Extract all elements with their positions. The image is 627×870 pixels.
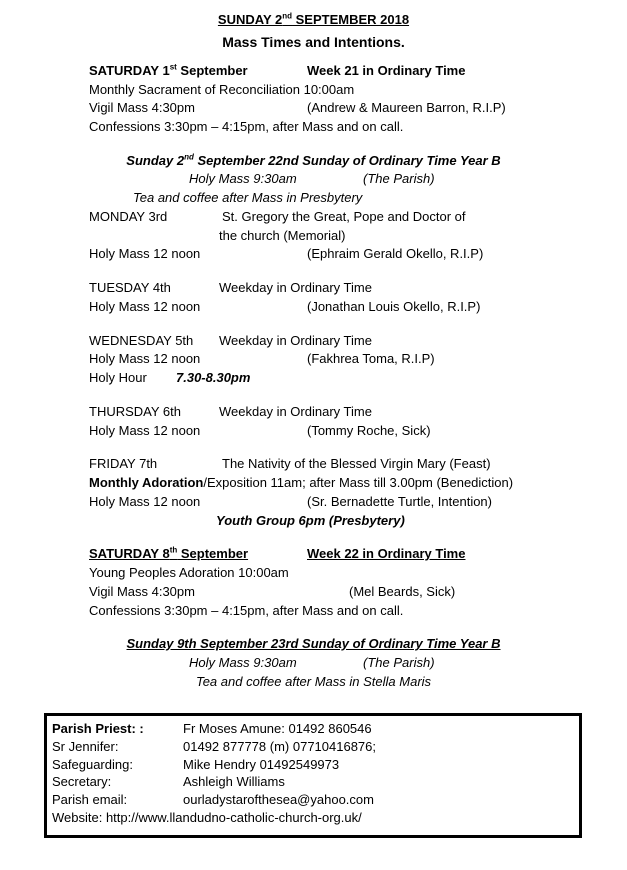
sun9-tea: Tea and coffee after Mass in Stella Maris xyxy=(195,674,432,689)
sun9-title: Sunday 9th September 23rd Sunday of Ordinary Time Year B xyxy=(126,636,501,651)
priest-value: Fr Moses Amune: 01492 860546 xyxy=(183,721,372,736)
thu-intention: (Tommy Roche, Sick) xyxy=(307,423,431,438)
tue-intention: (Jonathan Louis Okello, R.I.P) xyxy=(307,299,481,314)
sat8-adoration: Young Peoples Adoration 10:00am xyxy=(89,565,289,580)
wed-holy-hour: Holy Hour xyxy=(89,370,147,385)
sat1-reconciliation: Monthly Sacrament of Reconciliation 10:00am xyxy=(89,82,355,97)
thu-feast: Weekday in Ordinary Time xyxy=(219,404,372,419)
wed-holy-hour-time: 7.30-8.30pm xyxy=(176,370,251,385)
sun2-mass: Holy Mass 9:30am xyxy=(189,171,297,186)
mon-day: MONDAY 3rd xyxy=(89,209,168,224)
sun9-mass-intention: (The Parish) xyxy=(363,655,435,670)
sat1-week: Week 21 in Ordinary Time xyxy=(307,63,466,78)
fri-adoration: Monthly Adoration/Exposition 11am; after Mass till 3.00pm (Benediction) xyxy=(89,475,514,490)
sat8-vigil-intention: (Mel Beards, Sick) xyxy=(349,584,456,599)
secretary-value: Ashleigh Williams xyxy=(183,774,285,789)
sun2-tea: Tea and coffee after Mass in Presbytery xyxy=(133,190,363,205)
fri-day: FRIDAY 7th xyxy=(89,456,158,471)
email-label: Parish email: xyxy=(52,792,128,807)
sister-label: Sr Jennifer: xyxy=(52,739,119,754)
mon-intention: (Ephraim Gerald Okello, R.I.P) xyxy=(307,246,484,261)
wed-mass: Holy Mass 12 noon xyxy=(89,351,201,366)
sat8-vigil: Vigil Mass 4:30pm xyxy=(89,584,195,599)
sun9-mass: Holy Mass 9:30am xyxy=(189,655,297,670)
sat1-confessions: Confessions 3:30pm – 4:15pm, after Mass and on call. xyxy=(89,119,404,134)
fri-intention: (Sr. Bernadette Turtle, Intention) xyxy=(307,494,492,509)
safeguarding-label: Safeguarding: xyxy=(52,757,133,772)
fri-youth: Youth Group 6pm (Presbytery) xyxy=(216,513,405,528)
secretary-label: Secretary: xyxy=(52,774,112,789)
mon-feast-line2: the church (Memorial) xyxy=(219,228,346,243)
sat1-day: SATURDAY 1st September xyxy=(89,62,248,78)
wed-intention: (Fakhrea Toma, R.I.P) xyxy=(307,351,435,366)
email-value[interactable]: ourladystarofthesea@yahoo.com xyxy=(183,792,374,807)
wed-day: WEDNESDAY 5th xyxy=(89,333,194,348)
safeguarding-value: Mike Hendry 01492549973 xyxy=(183,757,340,772)
mon-feast-line1: St. Gregory the Great, Pope and Doctor of xyxy=(222,209,466,224)
fri-feast: The Nativity of the Blessed Virgin Mary (Feast) xyxy=(222,456,491,471)
tue-day: TUESDAY 4th xyxy=(89,280,171,295)
wed-feast: Weekday in Ordinary Time xyxy=(219,333,372,348)
fri-mass: Holy Mass 12 noon xyxy=(89,494,201,509)
thu-day: THURSDAY 6th xyxy=(89,404,181,419)
thu-mass: Holy Mass 12 noon xyxy=(89,423,201,438)
sister-value: 01492 877778 (m) 07710416876; xyxy=(183,739,376,754)
sat1-vigil-intention: (Andrew & Maureen Barron, R.I.P) xyxy=(307,100,506,115)
tue-feast: Weekday in Ordinary Time xyxy=(219,280,372,295)
page-title: Mass Times and Intentions. xyxy=(222,34,405,50)
sun2-mass-intention: (The Parish) xyxy=(363,171,435,186)
sat8-day: SATURDAY 8th September xyxy=(89,545,249,561)
website-link[interactable]: Website: http://www.llandudno-catholic-church-org.uk/ xyxy=(52,810,362,825)
sat1-vigil: Vigil Mass 4:30pm xyxy=(89,100,195,115)
priest-label: Parish Priest: : xyxy=(52,721,144,736)
sat8-week: Week 22 in Ordinary Time xyxy=(307,546,466,561)
sat8-confessions: Confessions 3:30pm – 4:15pm, after Mass and on call. xyxy=(89,603,404,618)
mon-mass: Holy Mass 12 noon xyxy=(89,246,201,261)
tue-mass: Holy Mass 12 noon xyxy=(89,299,201,314)
header-date: SUNDAY 2nd SEPTEMBER 2018 xyxy=(217,11,410,27)
sun2-title: Sunday 2nd September 22nd Sunday of Ordinary Time Year B xyxy=(126,152,501,168)
